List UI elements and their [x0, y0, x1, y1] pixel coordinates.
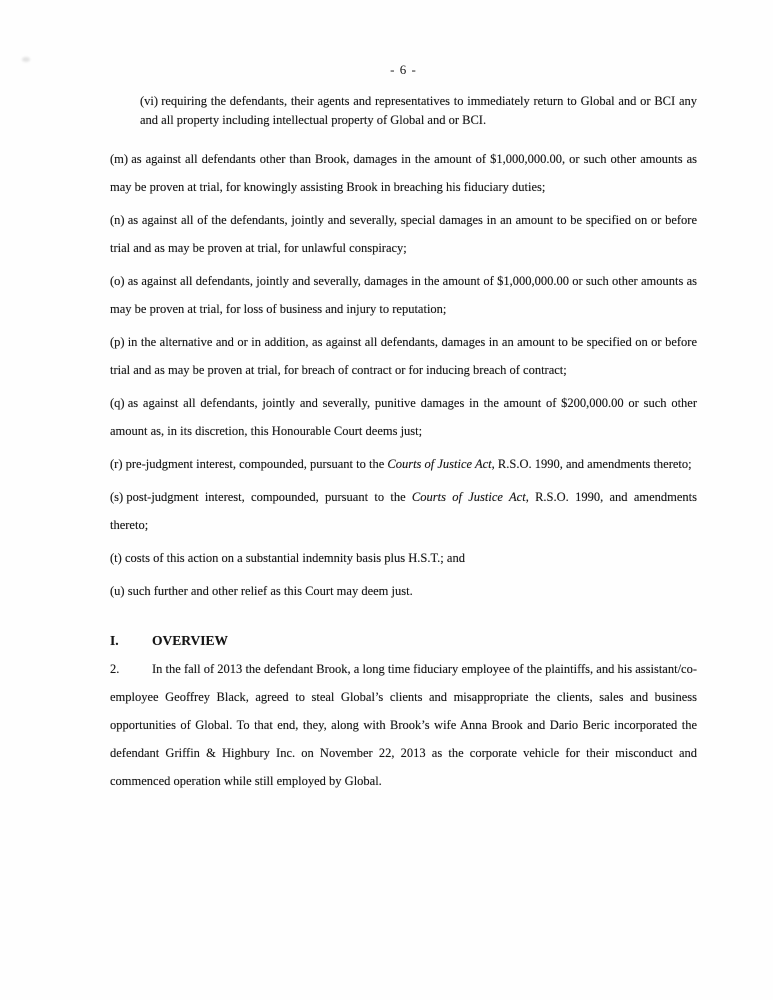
clause-label: (q)	[110, 396, 125, 410]
clause-text: post-judgment interest, compounded, pursuant to the Courts of Justice Act, R.S.O. 1990, and amendments thereto;	[110, 490, 697, 532]
page-number: - 6 -	[390, 62, 417, 77]
clause-text: as against all of the defendants, jointly and severally, special damages in an amount to be specified on or before trial and as may be proven at trial, for unlawful conspiracy;	[110, 213, 697, 255]
clause-label: (m)	[110, 152, 129, 166]
clause-text: requiring the defendants, their agents and representatives to immediately return to Global and or BCI any and all property including intellectual property of Global and or BCI.	[140, 94, 697, 127]
clause-text: as against all defendants other than Brook, damages in the amount of $1,000,000.00, or such other amounts as may be proven at trial, for knowingly assisting Brook in breaching his fiduciary duties;	[110, 152, 697, 194]
clause-q	[110, 389, 697, 445]
clause-m	[110, 145, 697, 201]
clause-label: (n)	[110, 213, 125, 227]
section-heading	[110, 627, 697, 655]
clause-r	[110, 450, 697, 478]
clause-label: (u)	[110, 584, 125, 598]
clause-text: costs of this action on a substantial indemnity basis plus H.S.T.; and	[124, 551, 465, 565]
section-numeral: I.	[110, 633, 119, 648]
clause-n	[110, 206, 697, 262]
clause-s	[110, 483, 697, 539]
paragraph-number: 2.	[110, 662, 120, 676]
clause-label: (r)	[110, 457, 123, 471]
clause-label: (o)	[110, 274, 125, 288]
clause-vi	[140, 92, 697, 129]
scan-artifact	[22, 57, 30, 62]
clause-t	[110, 544, 697, 572]
clause-text: in the alternative and or in addition, as against all defendants, damages in an amount to be specified on or before trial and as may be proven at trial, for breach of contract or for inducing breach of contract;	[110, 335, 697, 377]
paragraph-2	[110, 655, 697, 795]
paragraph-text: In the fall of 2013 the defendant Brook, a long time fiduciary employee of the plaintiffs, and his assistant/co-employee Geoffrey Black, agreed to steal Global’s clients and misappropriate the clients, sales and business opportunities of Global. To that end, they, along with Brook’s wife Anna Brook and Dario Beric incorporated the defendant Griffin & Highbury Inc. on November 22, 2013 as the corporate vehicle for their misconduct and commenced operation while still employed by Global.	[110, 662, 697, 788]
clause-o	[110, 267, 697, 323]
clause-text: such further and other relief as this Court may deem just.	[127, 584, 413, 598]
section-title: OVERVIEW	[152, 633, 229, 648]
clause-text: pre-judgment interest, compounded, pursuant to the Courts of Justice Act, R.S.O. 1990, and amendments thereto;	[125, 457, 692, 471]
page-content	[110, 0, 697, 795]
clause-label: (p)	[110, 335, 125, 349]
clause-label: (t)	[110, 551, 122, 565]
clause-label: (s)	[110, 490, 124, 504]
clause-u	[110, 577, 697, 605]
clause-text: as against all defendants, jointly and severally, damages in the amount of $1,000,000.00 or such other amounts as may be proven at trial, for loss of business and injury to reputation;	[110, 274, 697, 316]
clause-text: as against all defendants, jointly and severally, punitive damages in the amount of $200,000.00 or such other amount as, in its discretion, this Honourable Court deems just;	[110, 396, 697, 438]
clause-p	[110, 328, 697, 384]
clause-label: (vi)	[140, 94, 159, 108]
